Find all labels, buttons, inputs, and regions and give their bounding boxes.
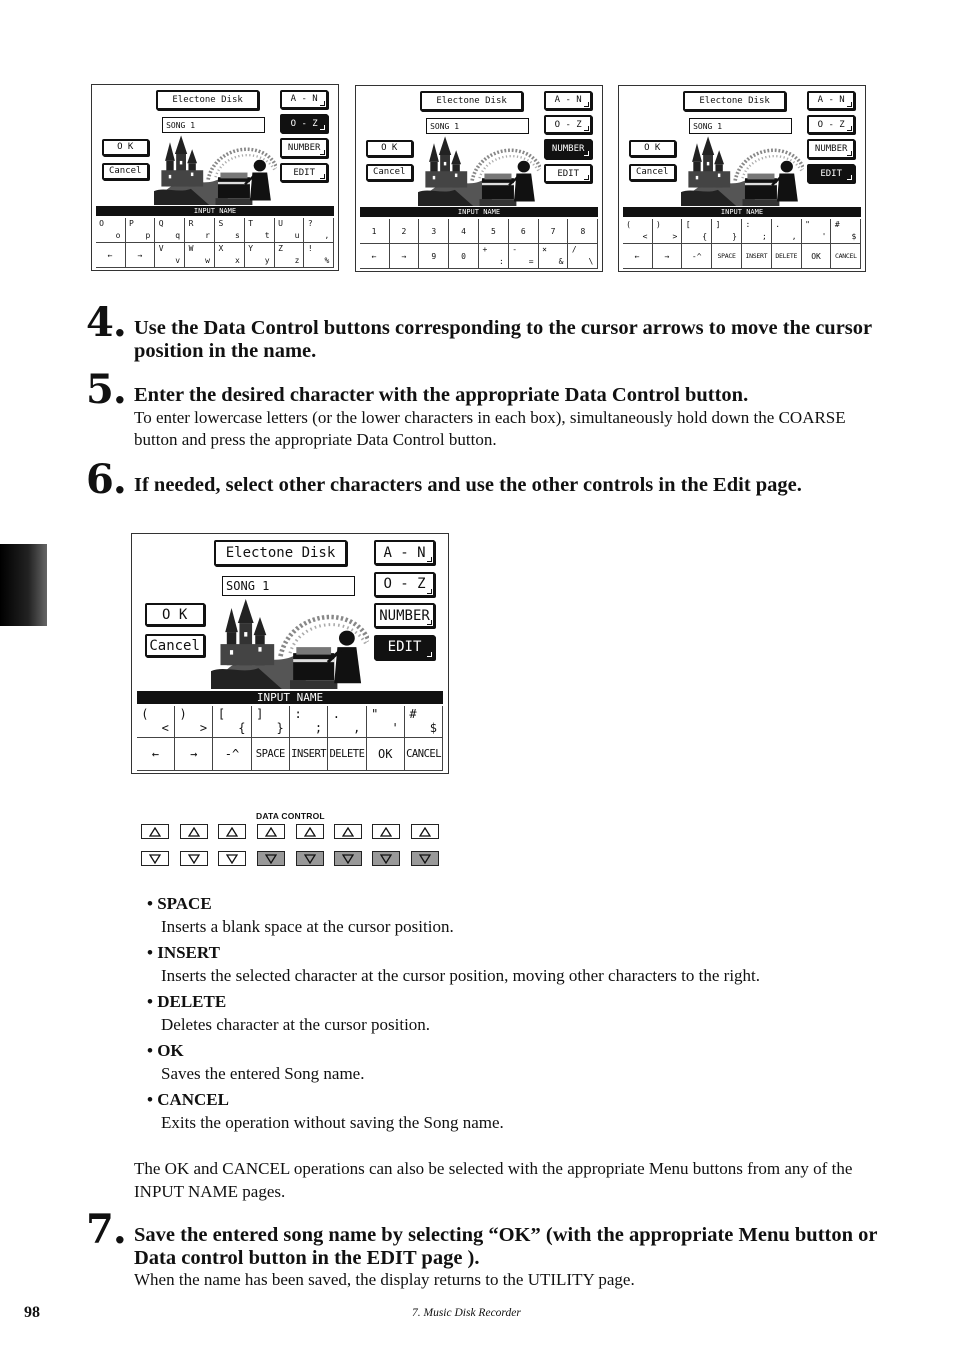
char-key[interactable] [304,218,334,243]
char-key[interactable] [449,244,479,269]
step-number: 6. [86,456,126,503]
key-upper: R [188,219,194,229]
ok-button[interactable]: O K [102,139,149,157]
castle-organ-illustration [154,133,277,205]
char-key[interactable] [653,219,683,244]
char-key[interactable] [213,706,251,738]
key-upper: S [218,219,224,229]
key-upper: ? [307,219,313,229]
page-button-number[interactable]: NUMBER [280,138,328,157]
key-lower: > [672,232,678,242]
key-lower: < [161,720,169,735]
key-lower: { [238,720,246,735]
key-lower: w [205,256,210,266]
key-lower: ' [391,720,399,735]
cancel-button[interactable]: Cancel [145,634,205,657]
key-upper: Z [278,244,283,254]
char-key[interactable] [290,738,328,770]
triangle-icon [419,827,431,837]
key-lower: v [175,256,181,266]
key-label: DELETE [775,252,798,261]
key-label: → [190,746,198,761]
key-label: ← [107,250,113,260]
page-button-o-z[interactable]: O - Z [374,572,436,597]
key-label: SPACE [255,747,285,760]
list-item-term: • CANCEL [147,1090,229,1109]
key-upper: + [482,245,488,255]
key-upper: / [571,245,577,255]
key-upper: # [409,707,417,722]
data-control-label: DATA CONTROL [256,811,325,821]
char-key[interactable] [802,244,832,269]
list-item-desc: Exits the operation without saving the Song name. [161,1112,504,1132]
char-key[interactable] [742,219,772,244]
list-item [147,893,887,938]
list-item-desc: Inserts the selected character at the cursor position, moving other characters to the right. [161,965,761,985]
step-number: 5. [86,366,126,413]
step-heading: Enter the desired character with the appropriate Data Control button. [134,384,749,406]
key-lower: : [498,257,504,267]
key-upper: U [278,219,283,229]
key-label: CANCEL [406,747,442,760]
key-lower: > [199,720,208,735]
triangle-icon [380,854,392,864]
page-button-a-n[interactable]: A - N [807,91,855,110]
char-key[interactable] [682,244,712,269]
char-key[interactable] [802,219,832,244]
key-label: ← [151,746,159,761]
lcd-screen-edit [618,85,866,272]
char-key[interactable] [390,244,420,269]
triangle-icon [188,854,200,864]
key-lower: ' [821,232,827,242]
chapter-edge-tab [0,544,47,626]
char-key[interactable] [653,244,683,269]
key-label: INSERT [745,252,768,261]
data-control-up-button-3[interactable] [218,824,246,839]
char-key[interactable] [449,219,479,244]
key-lower: , [324,231,330,241]
char-key[interactable] [712,244,742,269]
character-keys [137,706,444,771]
ok-cancel-note: The OK and CANCEL operations can also be selected with the appropriate Menu buttons from any of the INPUT NAME pages. [134,1159,853,1201]
step-6 [86,456,886,503]
data-control-down-button-4[interactable] [257,851,285,866]
char-key[interactable] [623,219,653,244]
char-key[interactable] [419,244,449,269]
list-item-term: • DELETE [147,992,227,1011]
key-upper: [ [217,707,226,722]
title-display: Electone Disk [214,540,347,566]
key-upper: ) [655,220,661,230]
key-label: 4 [461,226,466,236]
page-button-edit[interactable]: EDIT [544,164,592,183]
character-keys [623,219,862,269]
page-button-edit[interactable]: EDIT [807,164,855,183]
key-upper: : [294,707,302,722]
char-key[interactable] [712,219,742,244]
key-lower: & [558,257,564,267]
triangle-icon [304,854,316,864]
key-label: -^ [691,251,702,261]
list-item [147,1089,887,1134]
key-upper: . [775,220,781,230]
title-display: Electone Disk [420,91,523,111]
key-upper: P [128,219,134,229]
char-key[interactable] [772,219,802,244]
list-item-term: • SPACE [147,894,212,913]
key-upper: ( [626,220,631,230]
key-lower: q [175,231,181,241]
char-key[interactable] [405,706,443,738]
char-key[interactable] [623,244,653,269]
key-lower: x [234,256,240,266]
page-button-o-z[interactable]: O - Z [807,115,855,134]
title-display: Electone Disk [156,90,259,110]
key-upper: " [805,220,810,230]
triangle-icon [226,827,238,837]
step-body: When the name has been saved, the display returns to the UTILITY page. [134,1270,635,1289]
ok-button[interactable]: O K [629,140,676,158]
char-key[interactable] [126,243,156,268]
char-key[interactable] [252,706,290,738]
key-label: INSERT [291,747,327,760]
list-item [147,942,887,987]
key-upper: . [332,707,340,722]
page-button-a-n[interactable]: A - N [280,90,328,109]
list-item [147,1040,887,1085]
list-item [147,991,887,1036]
char-key[interactable] [419,219,449,244]
page-button-edit[interactable]: EDIT [374,635,436,660]
lcd-screen-edit-large [131,533,449,774]
page-button-number[interactable]: NUMBER [374,603,436,628]
key-upper: × [542,245,547,255]
key-label: SPACE [717,252,736,261]
key-label: 6 [520,226,526,236]
song-name-field[interactable]: SONG 1 [689,118,792,134]
char-key[interactable] [215,243,245,268]
castle-organ-illustration [418,134,541,206]
char-key[interactable] [509,244,539,269]
key-upper: [ [685,220,691,230]
char-key[interactable] [275,243,305,268]
ok-button[interactable]: O K [145,603,205,626]
triangle-icon [149,827,161,837]
cancel-button[interactable]: Cancel [629,164,676,182]
chapter-footer: 7. Music Disk Recorder [412,1307,521,1319]
key-label: → [664,251,670,261]
char-key[interactable] [479,244,509,269]
song-name-field[interactable]: SONG 1 [222,576,355,596]
key-lower: \ [588,257,594,267]
char-key[interactable] [304,243,334,268]
data-control-down-button-1[interactable] [141,851,169,866]
character-keys [360,219,599,269]
lcd-screen-number [355,85,603,272]
key-label: OK [811,251,821,261]
char-key[interactable] [742,244,772,269]
page-button-number[interactable]: NUMBER [807,139,855,158]
list-item-term: • INSERT [147,943,220,962]
char-key[interactable] [185,243,215,268]
data-control-down-button-2[interactable] [180,851,208,866]
char-key[interactable] [328,706,366,738]
step-heading: Save the entered song name by selecting “OK” (with the appropriate Menu button or Data control button in the EDIT page ). [134,1224,878,1269]
triangle-icon [265,854,277,864]
ok-button[interactable]: O K [366,140,413,158]
char-key[interactable] [539,244,569,269]
triangle-icon [149,854,161,864]
key-label: 5 [490,226,496,236]
char-key[interactable] [831,219,861,244]
key-label: 9 [431,251,437,261]
char-key[interactable] [539,219,569,244]
key-lower: y [264,256,270,266]
title-display: Electone Disk [683,91,786,111]
step-number: 7. [86,1206,126,1253]
key-lower: z [294,256,300,266]
key-label: ← [371,251,377,261]
char-key[interactable] [360,219,390,244]
key-upper: # [834,220,840,230]
key-label: ← [634,251,640,261]
key-upper: V [158,244,164,254]
input-name-bar: INPUT NAME [360,207,599,217]
char-key[interactable] [367,706,405,738]
key-lower: $ [851,232,857,242]
list-item-desc: Inserts a blank space at the cursor position. [161,916,454,936]
step-4 [86,299,886,362]
key-upper: O [99,219,104,229]
page-number: 98 [24,1304,40,1321]
char-key[interactable] [509,219,539,244]
cancel-button[interactable]: Cancel [366,164,413,182]
key-upper: ! [307,244,313,254]
data-control-down-button-8[interactable] [411,851,439,866]
char-key[interactable] [175,738,213,770]
char-key[interactable] [155,218,185,243]
char-key[interactable] [328,738,366,770]
char-key[interactable] [275,218,305,243]
char-key[interactable] [96,243,126,268]
key-lower: u [294,231,300,241]
key-lower: o [115,231,121,241]
data-control-down-button-5[interactable] [296,851,324,866]
char-key[interactable] [682,219,712,244]
key-upper: Q [158,219,164,229]
data-control-up-button-5[interactable] [296,824,324,839]
castle-organ-illustration [211,596,369,689]
step-7 [86,1206,886,1292]
char-key[interactable] [568,244,598,269]
edit-controls-list [147,893,887,1138]
key-lower: , [791,232,797,242]
key-label: OK [378,746,393,761]
triangle-icon [380,827,392,837]
char-key[interactable] [367,738,405,770]
key-upper: T [248,219,254,229]
char-key[interactable] [390,219,420,244]
key-upper: W [188,244,194,254]
char-key[interactable] [245,243,275,268]
key-lower: { [702,232,708,242]
key-lower: , [353,720,361,735]
triangle-icon [226,854,238,864]
page-button-a-n[interactable]: A - N [374,540,436,565]
char-key[interactable] [360,244,390,269]
key-upper: ] [256,707,264,722]
triangle-icon [342,854,354,864]
key-label: CANCEL [835,252,857,261]
step-heading: Use the Data Control buttons corresponding to the cursor arrows to move the cursor position in the name. [134,317,872,362]
char-key[interactable] [137,706,175,738]
character-keys [96,218,335,268]
char-key[interactable] [137,738,175,770]
key-label: → [137,250,143,260]
data-control-down-button-3[interactable] [218,851,246,866]
key-lower: = [528,257,534,267]
key-label: 8 [580,226,586,236]
char-key[interactable] [175,706,213,738]
char-key[interactable] [568,219,598,244]
triangle-icon [188,827,200,837]
data-control-up-button-1[interactable] [141,824,169,839]
char-key[interactable] [290,706,328,738]
input-name-bar: INPUT NAME [137,691,444,704]
data-control-down-button-7[interactable] [372,851,400,866]
list-item-term: • OK [147,1041,184,1060]
list-item-desc: Deletes character at the cursor position. [161,1014,431,1034]
key-label: 0 [461,251,466,261]
key-lower: } [732,232,737,242]
key-lower: t [264,231,270,241]
char-key[interactable] [126,218,156,243]
char-key[interactable] [215,218,245,243]
char-key[interactable] [245,218,275,243]
step-number: 4. [86,299,126,346]
key-upper: ] [715,220,721,230]
page-button-edit[interactable]: EDIT [280,163,328,182]
data-control-up-button-8[interactable] [411,824,439,839]
key-label: → [401,251,407,261]
key-label: 2 [401,226,407,236]
key-upper: " [371,707,379,722]
input-name-bar: INPUT NAME [96,206,335,216]
char-key[interactable] [252,738,290,770]
char-key[interactable] [405,738,443,770]
char-key[interactable] [155,243,185,268]
data-control-up-button-7[interactable] [372,824,400,839]
key-upper: : [745,220,751,230]
page-button-a-n[interactable]: A - N [544,91,592,110]
key-lower: } [276,720,284,735]
step-5 [86,366,886,452]
page-button-o-z[interactable]: O - Z [280,114,328,133]
key-lower: ; [314,720,323,735]
key-upper: ( [141,707,149,722]
key-label: 3 [431,226,437,236]
triangle-icon [419,854,431,864]
char-key[interactable] [831,244,861,269]
key-lower: % [324,256,330,266]
key-lower: p [145,231,151,241]
page-button-number[interactable]: NUMBER [544,139,592,158]
key-lower: ; [761,232,767,242]
char-key[interactable] [213,738,251,770]
list-item-desc: Saves the entered Song name. [161,1063,365,1083]
data-control-up-button-2[interactable] [180,824,208,839]
page-button-o-z[interactable]: O - Z [544,115,592,134]
char-key[interactable] [479,219,509,244]
input-name-bar: INPUT NAME [623,207,862,217]
data-control-up-button-4[interactable] [257,824,285,839]
key-lower: s [234,231,240,241]
key-upper: Y [248,244,254,254]
song-name-field[interactable]: SONG 1 [426,118,529,134]
triangle-icon [265,827,277,837]
triangle-icon [342,827,354,837]
step-body: To enter lowercase letters (or the lower characters in each box), simultaneously hold down the COARSE button and press the appropriate Data Control button. [134,407,846,449]
char-key[interactable] [96,218,126,243]
data-control-up-button-6[interactable] [334,824,362,839]
key-upper: X [218,244,224,254]
cancel-button[interactable]: Cancel [102,163,149,181]
key-upper: - [512,245,518,255]
char-key[interactable] [772,244,802,269]
step-heading: If needed, select other characters and use the other controls in the Edit page. [134,474,802,496]
song-name-field[interactable]: SONG 1 [162,117,265,133]
data-control-down-button-6[interactable] [334,851,362,866]
key-label: -^ [224,746,240,761]
castle-organ-illustration [681,134,804,206]
key-label: 1 [371,226,377,236]
key-lower: r [205,231,210,241]
triangle-icon [304,827,316,837]
key-lower: < [642,232,648,242]
lcd-screen-oz [91,84,339,271]
key-label: 7 [550,226,556,236]
key-upper: ) [179,707,187,722]
key-label: DELETE [329,747,365,760]
key-lower: $ [429,720,438,735]
char-key[interactable] [185,218,215,243]
